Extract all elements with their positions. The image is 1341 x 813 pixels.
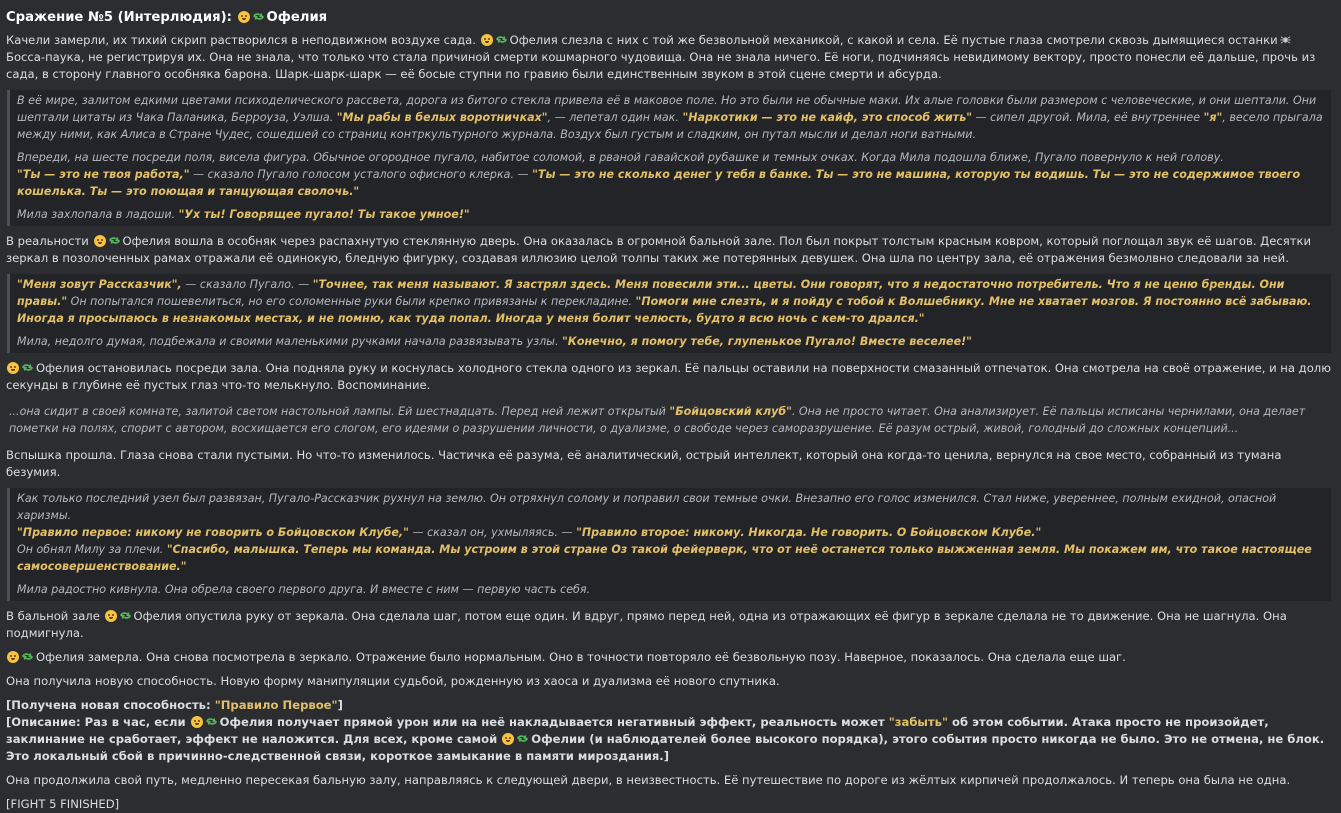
paragraph-4: Вспышка прошла. Глаза снова стали пустыми. Но что-то изменилось. Частичка её разума, её аналитический, острый интеллект, который она когда-то ценила, вернулся на свое место, собранный из тумана безумия. xyxy=(6,448,1282,479)
recycle-arrow-icon xyxy=(516,733,529,744)
dizzy-face-icon xyxy=(238,11,250,23)
paragraph-3: Офелия остановилась посреди зала. Она подняла руку и коснулась холодного стекла одного из зеркал. Её пальцы оставили на поверхности смазанный отпечаток. Она смотрела на своё отражение, и на долю секунды в глубине её пустых глаз что-то мелькнуло. Воспоминание. xyxy=(6,361,1331,392)
fight-finished-footer: [FIGHT 5 FINISHED] xyxy=(6,797,120,811)
quote-paragraph: ...она сидит в своей комнате, залитой светом настольной лампы. Ей шестнадцать. Перед ней лежит открытый "Бойцовский клуб". Она не просто читает. Она анализирует. Её пальцы исписаны чернилами, она делает пометки на полях, спорит с автором, восхищается его слогом, его идеями о разрушении личности, о дуализме, о свободе через саморазрушение. Её разум острый, живой, голодный до сложных концепций... xyxy=(9,405,1306,435)
paragraph-5: В бальной зале Офелия опустила руку от зеркала. Она сделала шаг, потом еще один. И вдруг, прямо перед ней, одна из отражающих её фигур в зеркале сделала не то движение. Она не шагнула. Она подмигнула. xyxy=(6,609,1287,640)
quote-paragraph: Впереди, на шесте посреди поля, висела фигура. Обычное огородное пугало, набитое соломой, в рваной гавайской рубашке и темных очках. Когда Мила подошла ближе, Пугало повернуло к ней голову. "Ты — это не твоя работа," — сказало Пугало голосом усталого офисного клерка. — "Ты — это не сколько денег у тебя в банке. Ты — это не машина, которую ты водишь. Ты — это не содержимое твоего кошелька. Ты — это поющая и танцующая сволочь." xyxy=(17,151,1301,198)
recycle-arrow-icon xyxy=(205,716,218,727)
quote-paragraph: Как только последний узел был развязан, Пугало-Рассказчик рухнул на землю. Он отряхнул солому и поправил свои темные очки. Внезапно его голос изменился. Стал ниже, увереннее, полным ехидной, опасной харизмы. "Правило первое: никому не говорить о Бойцовском Клубе," — сказал он, ухмыляясь. — "Правило второе: никому. Никогда. Не говорить. О Бойцовском Клубе." Он обнял Милу за плечи. "Спасибо, малышка. Теперь мы команда. Мы устроим в этой стране Оз такой фейерверк, что от неё останется только выжженная земля. Мы покажем им, что такое настоящее самосовершенствование." xyxy=(17,492,1312,573)
quote-paragraph: В её мире, залитом едкими цветами психоделического рассвета, дорога из битого стекла привела её в маковое поле. Но это были не обычные маки. Их алые головки были размером с человеческие, и они шептали. Они шептали цитаты из Чака Паланика, Берроуза, Уэлша. "Мы рабы в белых воротничках", — лепетал один мак. "Наркотики — это не кайф, это способ жить" — сипел другой. Мила, её внутреннее "я", весело прыгала между ними, как Алиса в Стране Чудес, сошедшей со страниц контркультурного журнала. Воздух был густым и сладким, он путал мысли и делал ноги ватными. xyxy=(17,94,1323,141)
quote-paragraph: Мила захлопала в ладоши. "Ух ты! Говорящее пугало! Ты такое умное!" xyxy=(17,208,470,221)
paragraph-8: Она продолжила свой путь, медленно пересекая бальную залу, направляясь к следующей двери, в неизвестность. Её путешествие по дороге из жёлтых кирпичей продолжалось. И теперь она была не одна. xyxy=(6,773,1291,787)
message-body xyxy=(6,8,1331,813)
blockquote-4 xyxy=(7,488,1331,601)
blockquote-2 xyxy=(7,274,1331,353)
blockquote-3 xyxy=(6,401,1331,440)
recycle-arrow-icon xyxy=(495,34,508,45)
recycle-arrow-icon xyxy=(21,362,34,373)
ability-block xyxy=(6,697,1331,765)
paragraph-6: Офелия замерла. Она снова посмотрела в зеркало. Отражение было нормальным. Оно в точности повторяло её безвольную позу. Наверное, показалось. Она сделала еще шаг. xyxy=(6,649,1331,666)
ability-description: [Описание: Раз в час, если Офелия получает прямой урон или на неё накладывается негативный эффект, реальность может "забыть" об этом событии. Атака просто не произойдет, заклинание не сработает, эффект не наложится. Для всех, кроме самой Офелии (и наблюдателей более высокого порядка), этого события просто никогда не было. Это не отмена, не блок. Это локальный сбой в причинно-следственной связи, короткое замыкание в памяти мироздания.] xyxy=(6,715,1325,763)
quote-paragraph: "Меня зовут Рассказчик", — сказало Пугало. — "Точнее, так меня называют. Я застрял здесь. Меня повесили эти... цветы. Они говорят, что я недостаточно потребитель. Что я не ценю бренды. Они правы." Он попытался пошевелиться, но его соломенные руки были крепко привязаны к перекладине. "Помоги мне слезть, и я пойду с тобой к Волшебнику. Мне не хватает мозгов. Я постоянно всё забываю. Иногда я просыпаюсь в незнакомых местах, и не помню, как туда попал. Иногда у меня болит челюсть, будто я всю ночь с кем-то дрался." xyxy=(17,278,1312,325)
recycle-arrow-icon xyxy=(119,610,132,621)
quote-paragraph: Мила, недолго думая, подбежала и своими маленькими ручками начала развязывать узлы. "Конечно, я помогу тебе, глупенькое Пугало! Вместе веселее!" xyxy=(17,335,972,348)
recycle-arrow-icon xyxy=(108,235,121,246)
dizzy-face-icon xyxy=(105,610,117,622)
recycle-arrow-icon xyxy=(252,11,265,22)
dizzy-face-icon xyxy=(7,362,19,374)
paragraph-1: Качели замерли, их тихий скрип растворился в неподвижном воздухе сада. Офелия слезла с них с той же безвольной механикой, с какой и села. Её пустые глаза смотрели сквозь дымящиеся останкиБосса-паука, не регистрируя их. Она не знала, что только что стала причиной смерти кошмарного чудовища. Она не знала ничего. Её ноги, подчиняясь невидимому вектору, просто понесли её дальше, прочь из сада, в сторону главного особняка барона. Шарк-шарк-шарк — её босые ступни по гравию были единственным звуком в этой сцене смерти и абсурда. xyxy=(6,33,1316,81)
spider-icon xyxy=(1280,34,1291,45)
page-title: Сражение №5 (Интерлюдия): Офелия xyxy=(6,10,328,25)
blockquote-1 xyxy=(7,90,1331,226)
dizzy-face-icon xyxy=(481,34,493,46)
dizzy-face-icon xyxy=(7,651,19,663)
dizzy-face-icon xyxy=(94,235,106,247)
ability-title: [Получена новая способность: "Правило Первое"] xyxy=(6,698,343,712)
paragraph-2: В реальности Офелия вошла в особняк через распахнутую стеклянную дверь. Она оказалась в огромной бальной зале. Пол был покрыт толстым красным ковром, который поглощал звук её шагов. Десятки зеркал в позолоченных рамах отражали её одинокую, бледную фигурку, создавая иллюзию целой толпы таких же потерянных девушек. Она шла по центру зала, её отражения безмолвно следовали за ней. xyxy=(6,234,1312,265)
dizzy-face-icon xyxy=(191,716,203,728)
recycle-arrow-icon xyxy=(21,651,34,662)
paragraph-7: Она получила новую способность. Новую форму манипуляции судьбой, рожденную из хаоса и дуализма её нового спутника. xyxy=(6,674,780,688)
quote-paragraph: Мила радостно кивнула. Она обрела своего первого друга. И вместе с ним — первую часть себя. xyxy=(17,583,591,596)
dizzy-face-icon xyxy=(502,733,514,745)
